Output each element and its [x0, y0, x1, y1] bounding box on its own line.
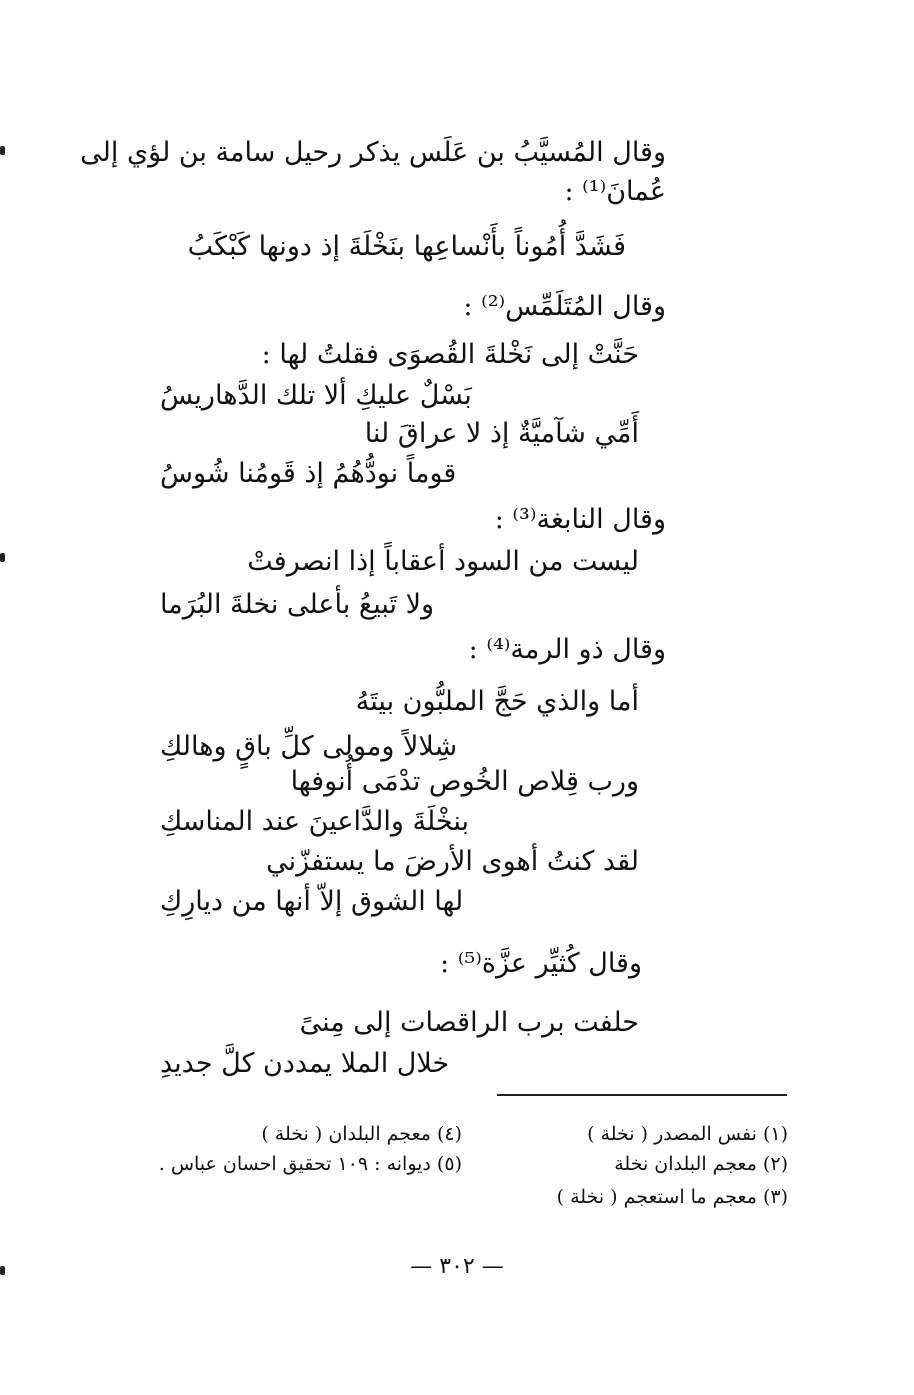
intro-line-1: وقال المُسيَّبُ بن عَلَس يذكر رحيل سامة بن لؤي إلى — [80, 137, 666, 168]
footnote-3: (٣) معجم ما استعجم ( نخلة ) — [556, 1186, 788, 1208]
verse-1: فَشَدَّ أُمُوناً بأَنْساعِها بنَخْلَةَ إذ دونها كَبْكَبُ — [187, 231, 626, 262]
verse-5a: حلفت برب الراقصات إلى مِنىً — [299, 1007, 639, 1038]
verse-3b: ولا تَبيعُ بأعلى نخلةَ البُرَما — [160, 589, 435, 620]
verse-4a: أما والذي حَجَّ الملبُّون بيتَهُ — [355, 686, 639, 717]
heading-nabigha: وقال النابغة⁽³⁾ : — [494, 504, 666, 535]
scan-edge-mark — [0, 146, 5, 155]
footnote-2: (٢) معجم البلدان نخلة — [614, 1153, 788, 1175]
intro-line-2: عُمانَ⁽¹⁾ : — [564, 176, 666, 207]
verse-5b: خلال الملا يمددن كلَّ جديدِ — [160, 1048, 450, 1079]
verse-4e: لقد كنتُ أهوى الأرضَ ما يستفزّني — [266, 846, 639, 877]
verse-4c: ورب قِلاص الخُوص تدْمَى أُنوفها — [290, 766, 639, 797]
footnote-rule — [497, 1094, 787, 1096]
footnote-4: (٤) معجم البلدان ( نخلة ) — [261, 1123, 462, 1145]
verse-2a: حَنَّتْ إلى نَخْلةَ القُصوَى فقلتُ لها : — [261, 339, 639, 370]
verse-4b: شِلالاً ومولى كلِّ باقٍ وهالكِ — [160, 731, 458, 762]
verse-2b: بَسْلٌ عليكِ ألا تلك الدَّهاريسُ — [160, 380, 472, 411]
verse-4d: بنخْلَةَ والدَّاعينَ عند المناسكِ — [160, 806, 470, 837]
page-number: — ٣٠٢ — — [410, 1254, 504, 1279]
heading-dhu-rumma: وقال ذو الرمة⁽⁴⁾ : — [468, 634, 666, 665]
verse-2d: قوماً نودُّهُمُ إذ قَومُنا شُوسُ — [160, 458, 457, 489]
footnote-1: (١) نفس المصدر ( نخلة ) — [587, 1123, 788, 1145]
heading-mutalammis: وقال المُتَلَمِّس⁽²⁾ : — [463, 291, 666, 322]
scan-edge-mark — [0, 1266, 5, 1275]
scan-edge-mark — [0, 553, 5, 562]
heading-kuthayyir: وقال كُثيِّر عزَّة⁽⁵⁾ : — [440, 948, 642, 979]
verse-4f: لها الشوق إلاّ أنها من ديارِكِ — [160, 886, 464, 917]
footnote-5: (٥) ديوانه : ١٠٩ تحقيق احسان عباس . — [158, 1153, 462, 1175]
verse-3a: ليست من السود أعقاباً إذا انصرفتْ — [247, 546, 639, 577]
verse-2c: أَمِّي شآميَّةٌ إذ لا عراقَ لنا — [364, 418, 639, 449]
